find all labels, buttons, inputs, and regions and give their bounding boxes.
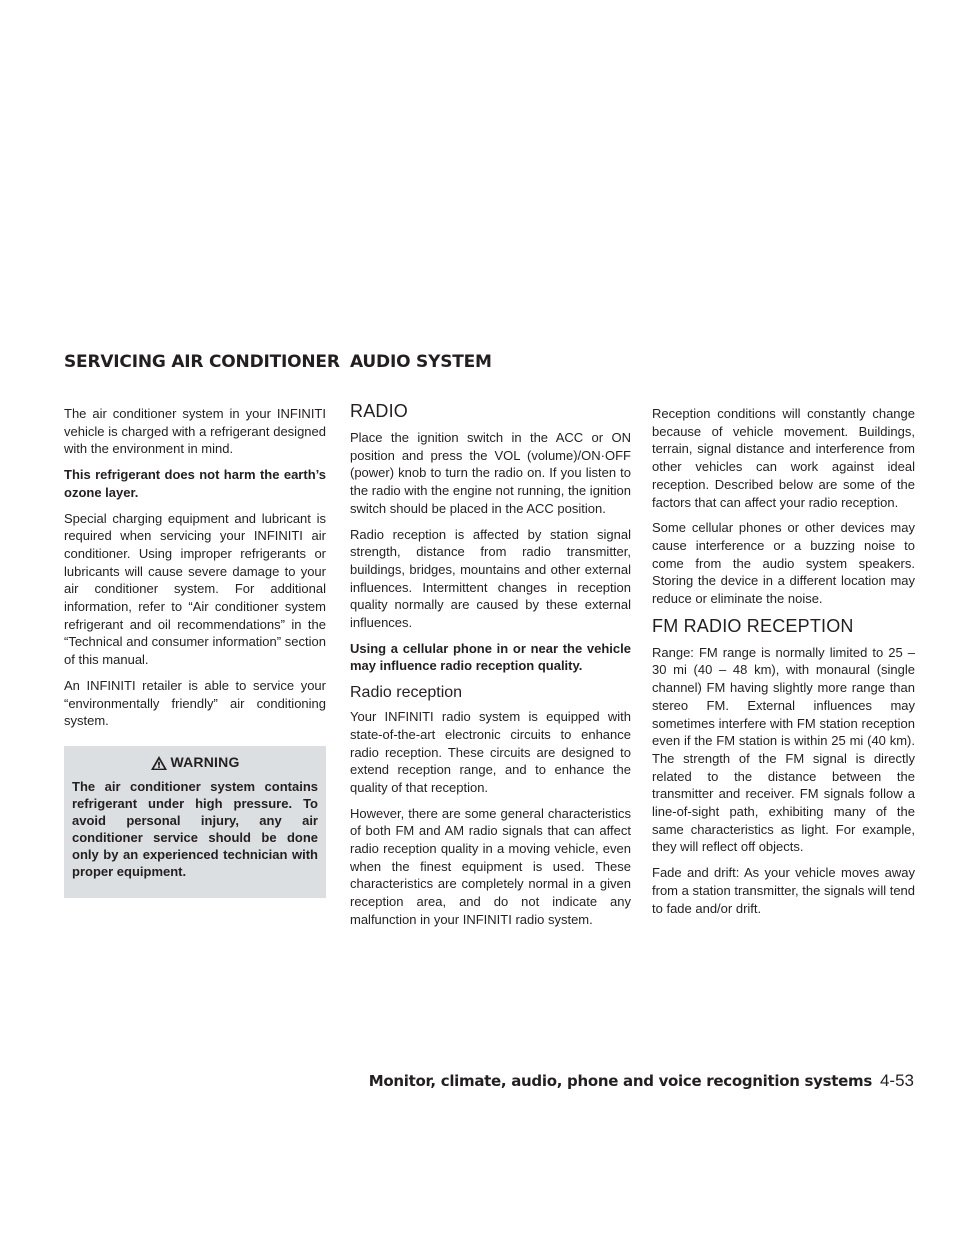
paragraph: Fade and drift: As your vehicle moves away from a station transmitter, the signals will tend to fade and/or drift. <box>652 865 916 916</box>
footer-chapter-title: Monitor, climate, audio, phone and voice recognition systems <box>368 1072 872 1090</box>
middle-column <box>350 401 631 937</box>
page-number: 4-53 <box>879 1071 914 1090</box>
section-title-servicing-air-conditioner: SERVICING AIR CONDITIONER <box>64 352 340 372</box>
paragraph: An INFINITI retailer is able to service your “environmentally friendly” air conditioning system. <box>64 677 326 729</box>
warning-header <box>72 754 318 772</box>
paragraph: Some cellular phones or other devices may cause interference or a buzzing noise to come from the audio system speakers. Storing the device in a different location may reduce or eliminate the noise. <box>652 520 915 607</box>
page-footer <box>369 1071 914 1091</box>
warning-triangle-icon <box>150 755 168 771</box>
left-column <box>64 405 326 898</box>
paragraph: Range: FM range is normally limited to 25 – 30 mi (40 – 48 km), with monaural (single channel) FM having slightly more range than stereo FM. External influences may sometimes interfere with FM station reception even if the FM station is within 25 mi (40 km). The strength of the FM signal is directly related to the distance between the transmitter and receiver. FM signals follow a line-of-sight path, exhibiting many of the same characteristics as light. For example, they will reflect off objects. <box>652 644 915 855</box>
paragraph: Place the ignition switch in the ACC or ON position and press the VOL (volume)/ON·OFF (power) knob to turn the radio on. If you listen to the radio with the engine not running, the ignition switch should be placed in the ACC position. <box>350 430 631 516</box>
warning-text: The air conditioner system contains refrigerant under high pressure. To avoid personal injury, any air conditioner service should be done only by an experienced technician with proper equipment. <box>72 778 318 879</box>
right-column <box>652 405 915 925</box>
paragraph: Reception conditions will constantly change because of vehicle movement. Buildings, terrain, signal distance and interference from other vehicles can work against ideal reception. Described below are some of the factors that can affect your radio reception. <box>652 406 915 510</box>
warning-box <box>64 746 326 898</box>
subheading-radio-reception: Radio reception <box>350 684 463 702</box>
paragraph: Special charging equipment and lubricant is required when servicing your INFINITI air conditioner. Using improper refrigerants or lubricants will cause severe damage to your air conditioner system. For additional information, refer to “Air conditioner system refrigerant and oil recommendations” in the “Technical and consumer information” section of this manual. <box>64 510 326 668</box>
heading-radio: RADIO <box>350 401 409 421</box>
bold-paragraph: This refrigerant does not harm the earth’s ozone layer. <box>64 467 326 500</box>
paragraph: However, there are some general characteristics of both FM and AM radio signals that can affect radio reception quality in a moving vehicle, even when the finest equipment is used. These characteristics are completely normal in a given reception area, and do not indicate any malfunction in your INFINITI radio system. <box>350 805 631 927</box>
paragraph: The air conditioner system in your INFINITI vehicle is charged with a refrigerant designed with the environment in mind. <box>64 406 326 457</box>
section-title-audio-system: AUDIO SYSTEM <box>350 352 492 372</box>
paragraph: Your INFINITI radio system is equipped with state-of-the-art electronic circuits to enhance radio reception. These circuits are designed to extend reception range, and to enhance the quality of that reception. <box>350 709 631 795</box>
bold-paragraph: Using a cellular phone in or near the vehicle may influence radio reception quality. <box>350 640 631 674</box>
heading-fm-radio-reception: FM RADIO RECEPTION <box>652 615 854 636</box>
paragraph: Radio reception is affected by station signal strength, distance from radio transmitter, buildings, bridges, mountains and other external influences. Intermittent changes in reception quality normally are caused by these external influences. <box>350 526 631 631</box>
warning-label: WARNING <box>170 753 240 770</box>
